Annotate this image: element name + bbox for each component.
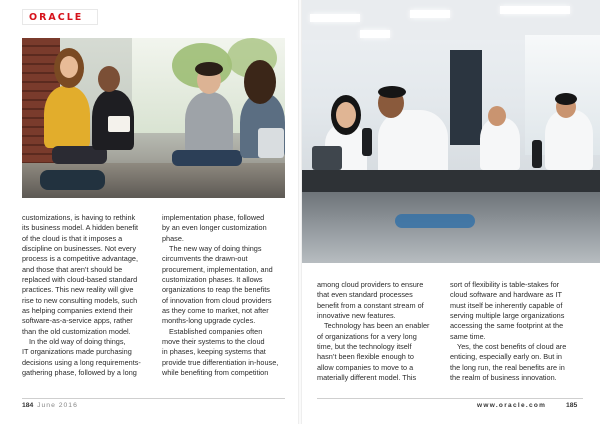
text-line: move their systems to the cloud — [162, 337, 265, 347]
text-line: gathering phase, followed by a long — [22, 368, 137, 378]
microscope — [362, 128, 372, 156]
text-line: while benefiting from competition — [162, 368, 269, 378]
text-line: Technology has been an enabler — [324, 321, 430, 331]
text-line: process is a competitive advantage, — [22, 254, 139, 264]
website-url: www.oracle.com — [477, 402, 547, 409]
laptop — [258, 128, 284, 158]
text-line: as they come to market, not after — [162, 306, 269, 316]
text-column-2 — [162, 213, 292, 379]
text-line: allow companies to move to a — [317, 362, 414, 372]
text-line: In the old way of doing things, — [29, 337, 126, 347]
text-line: sort of flexibility is table-stakes for — [450, 280, 560, 289]
text-line: procurement, implementation, and — [162, 264, 273, 274]
text-line: time, but the technology itself — [317, 342, 412, 352]
text-line: of innovation from cloud providers — [162, 295, 272, 305]
text-line: months-long upgrade cycles. — [162, 316, 256, 326]
text-line: materially different model. This — [317, 373, 417, 383]
scientist-back — [480, 118, 520, 170]
text-line: customizations, is having to rethink — [22, 213, 136, 222]
text-line: must itself be inherently capable of — [450, 300, 563, 310]
text-line: and those that aren’t should be — [22, 264, 123, 274]
text-line: decisions using a long requirements- — [22, 357, 141, 367]
text-line: as helping companies extend their — [22, 306, 133, 316]
text-line: customization phases. It allows — [162, 275, 263, 285]
text-line: than the old customization model. — [22, 326, 131, 336]
text-line: accessing the same footprint at the — [450, 321, 564, 331]
text-line: enticing, especially early on. But in — [450, 352, 562, 362]
text-line: innovative new features. — [317, 311, 396, 321]
footer-rule — [317, 398, 583, 399]
text-line: of the cloud is that it imposes a — [22, 233, 123, 243]
text-column-1 — [22, 213, 152, 379]
text-line: hasn’t been flexible enough to — [317, 352, 414, 362]
text-line: IT organizations made purchasing — [22, 347, 132, 357]
backpack — [40, 170, 105, 190]
text-line: circumvents the drawn-out — [162, 254, 248, 264]
text-line: organizations to reap the benefits — [162, 285, 270, 295]
text-line: of organizations for a very long — [317, 331, 417, 341]
text-line: practices. This new reality will give — [22, 285, 134, 295]
right-page — [300, 0, 600, 424]
text-line: among cloud providers to ensure — [317, 280, 424, 289]
text-line: software-as-a-service apps, rather — [22, 316, 133, 326]
left-folio — [22, 402, 78, 409]
text-line: The new way of doing things — [169, 244, 262, 254]
page-gutter — [298, 0, 302, 424]
logo-text: ORACLE — [29, 12, 84, 23]
tablet — [312, 146, 342, 170]
text-line: serving multiple large organizations — [450, 311, 565, 321]
scientist-right — [545, 110, 593, 170]
text-line: by an even longer customization — [162, 223, 267, 233]
text-line: Established companies often — [169, 326, 263, 336]
text-column-4 — [450, 280, 585, 383]
text-line: the long run, the real benefits are in — [450, 362, 565, 372]
student-yellow — [44, 86, 90, 148]
text-line: the realm of business innovation. — [450, 373, 557, 383]
text-line: provide true differentiation in-house, — [162, 357, 279, 367]
text-column-3 — [317, 280, 447, 383]
text-line: implementation phase, followed — [162, 213, 265, 222]
students-photo — [22, 38, 285, 198]
text-line: discipline on businesses. Not every — [22, 244, 136, 254]
right-folio — [566, 402, 577, 409]
page-number: 184 — [22, 402, 34, 409]
text-line: phase. — [162, 233, 184, 243]
text-line: cloud software and hardware as IT — [450, 290, 562, 300]
oracle-logo — [22, 9, 98, 25]
text-line: in phases, keeping systems that — [162, 347, 266, 357]
microscope — [532, 140, 542, 168]
text-line: replaced with cloud-based standard — [22, 275, 138, 285]
footer-rule — [22, 398, 285, 399]
lab-bench — [300, 170, 600, 192]
page-number: 185 — [566, 402, 578, 409]
text-line: Yes, the cost benefits of cloud are — [457, 342, 567, 352]
text-line: benefit from a constant stream of — [317, 300, 424, 310]
lab-photo — [300, 0, 600, 263]
text-line: rise to new consulting models, such — [22, 295, 138, 305]
paper — [108, 116, 130, 132]
text-line: its business model. A hidden benefit — [22, 223, 139, 233]
issue-date: June 2016 — [37, 402, 78, 409]
text-line: that even standard processes — [317, 290, 413, 300]
text-line: same time. — [450, 331, 486, 341]
student-grey — [185, 92, 233, 154]
